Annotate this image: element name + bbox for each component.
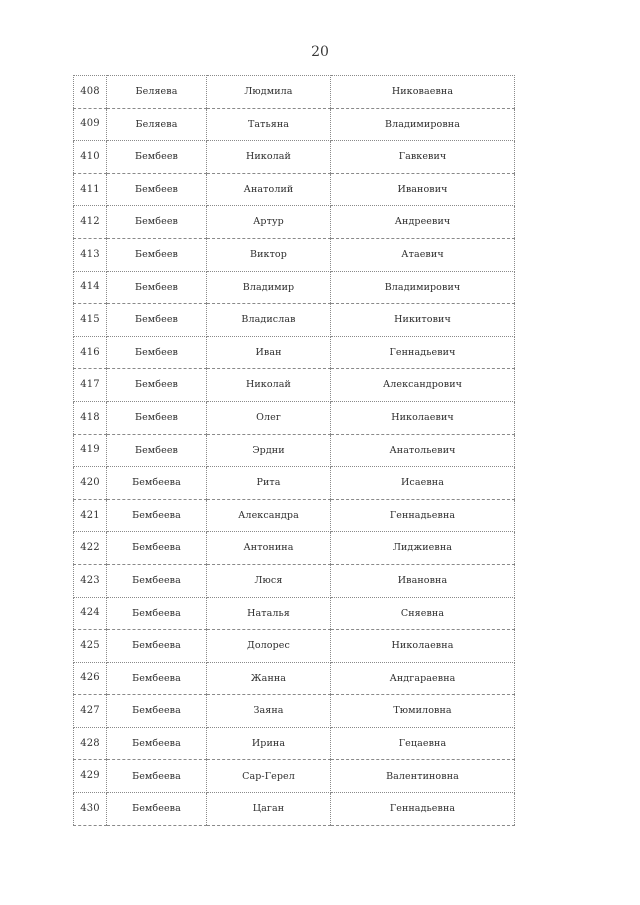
first-name-cell: Ирина <box>207 727 331 760</box>
patronymic-cell: Гавкевич <box>331 141 515 174</box>
first-name-cell: Иван <box>207 336 331 369</box>
patronymic-cell: Анатольевич <box>331 434 515 467</box>
row-number: 423 <box>74 564 107 597</box>
table-row <box>74 173 515 206</box>
row-number: 413 <box>74 238 107 271</box>
table-row <box>74 467 515 500</box>
table-row <box>74 76 515 109</box>
patronymic-cell: Никоваевна <box>331 76 515 109</box>
table-row <box>74 434 515 467</box>
surname-cell: Бембеева <box>107 597 207 630</box>
patronymic-cell: Александрович <box>331 369 515 402</box>
first-name-cell: Цаган <box>207 793 331 826</box>
surname-cell: Бембеева <box>107 467 207 500</box>
row-number: 417 <box>74 369 107 402</box>
row-number: 418 <box>74 401 107 434</box>
table-row <box>74 238 515 271</box>
surname-cell: Бембеева <box>107 564 207 597</box>
row-number: 412 <box>74 206 107 239</box>
table-row <box>74 141 515 174</box>
first-name-cell: Людмила <box>207 76 331 109</box>
table-row <box>74 760 515 793</box>
surname-cell: Бембеева <box>107 630 207 663</box>
first-name-cell: Эрдни <box>207 434 331 467</box>
patronymic-cell: Тюмиловна <box>331 695 515 728</box>
surname-cell: Бембеев <box>107 369 207 402</box>
table-row <box>74 401 515 434</box>
row-number: 410 <box>74 141 107 174</box>
surname-cell: Бембеев <box>107 401 207 434</box>
patronymic-cell: Геннадьевна <box>331 793 515 826</box>
patronymic-cell: Геннадьевич <box>331 336 515 369</box>
surname-cell: Бембеева <box>107 793 207 826</box>
first-name-cell: Александра <box>207 499 331 532</box>
patronymic-cell: Владимирович <box>331 271 515 304</box>
table-row <box>74 727 515 760</box>
patronymic-cell: Сняевна <box>331 597 515 630</box>
row-number: 414 <box>74 271 107 304</box>
patronymic-cell: Исаевна <box>331 467 515 500</box>
table-row <box>74 499 515 532</box>
patronymic-cell: Николаевич <box>331 401 515 434</box>
surname-cell: Бембеев <box>107 238 207 271</box>
surname-cell: Бембеев <box>107 271 207 304</box>
row-number: 427 <box>74 695 107 728</box>
patronymic-cell: Иванович <box>331 173 515 206</box>
first-name-cell: Владислав <box>207 304 331 337</box>
first-name-cell: Заяна <box>207 695 331 728</box>
first-name-cell: Татьяна <box>207 108 331 141</box>
table-row <box>74 793 515 826</box>
first-name-cell: Сар-Герел <box>207 760 331 793</box>
surname-cell: Беляева <box>107 108 207 141</box>
row-number: 416 <box>74 336 107 369</box>
row-number: 411 <box>74 173 107 206</box>
first-name-cell: Антонина <box>207 532 331 565</box>
surname-cell: Бембеева <box>107 532 207 565</box>
surname-cell: Бембеева <box>107 695 207 728</box>
patronymic-cell: Атаевич <box>331 238 515 271</box>
row-number: 419 <box>74 434 107 467</box>
surname-cell: Бембеева <box>107 727 207 760</box>
table-row <box>74 206 515 239</box>
first-name-cell: Жанна <box>207 662 331 695</box>
table-row <box>74 336 515 369</box>
first-name-cell: Артур <box>207 206 331 239</box>
row-number: 428 <box>74 727 107 760</box>
surname-cell: Бембеев <box>107 304 207 337</box>
first-name-cell: Анатолий <box>207 173 331 206</box>
row-number: 420 <box>74 467 107 500</box>
surname-cell: Бембеев <box>107 206 207 239</box>
first-name-cell: Долорес <box>207 630 331 663</box>
patronymic-cell: Никитович <box>331 304 515 337</box>
patronymic-cell: Николаевна <box>331 630 515 663</box>
surname-cell: Беляева <box>107 76 207 109</box>
row-number: 429 <box>74 760 107 793</box>
row-number: 415 <box>74 304 107 337</box>
table-row <box>74 532 515 565</box>
row-number: 421 <box>74 499 107 532</box>
first-name-cell: Николай <box>207 369 331 402</box>
registry-table-body <box>74 76 515 826</box>
row-number: 430 <box>74 793 107 826</box>
row-number: 424 <box>74 597 107 630</box>
first-name-cell: Олег <box>207 401 331 434</box>
surname-cell: Бембеева <box>107 662 207 695</box>
first-name-cell: Наталья <box>207 597 331 630</box>
patronymic-cell: Гецаевна <box>331 727 515 760</box>
first-name-cell: Рита <box>207 467 331 500</box>
row-number: 422 <box>74 532 107 565</box>
page-number: 20 <box>311 44 329 60</box>
table-row <box>74 564 515 597</box>
row-number: 426 <box>74 662 107 695</box>
table-row <box>74 108 515 141</box>
patronymic-cell: Андреевич <box>331 206 515 239</box>
table-row <box>74 597 515 630</box>
patronymic-cell: Ивановна <box>331 564 515 597</box>
patronymic-cell: Владимировна <box>331 108 515 141</box>
surname-cell: Бембеева <box>107 499 207 532</box>
table-row <box>74 369 515 402</box>
patronymic-cell: Валентиновна <box>331 760 515 793</box>
table-row <box>74 304 515 337</box>
first-name-cell: Виктор <box>207 238 331 271</box>
patronymic-cell: Лиджиевна <box>331 532 515 565</box>
surname-cell: Бембеев <box>107 336 207 369</box>
first-name-cell: Люся <box>207 564 331 597</box>
patronymic-cell: Геннадьевна <box>331 499 515 532</box>
surname-cell: Бембеев <box>107 141 207 174</box>
row-number: 425 <box>74 630 107 663</box>
registry-table <box>73 75 515 826</box>
table-row <box>74 271 515 304</box>
surname-cell: Бембеев <box>107 173 207 206</box>
row-number: 408 <box>74 76 107 109</box>
table-row <box>74 630 515 663</box>
first-name-cell: Владимир <box>207 271 331 304</box>
first-name-cell: Николай <box>207 141 331 174</box>
patronymic-cell: Андгараевна <box>331 662 515 695</box>
table-row <box>74 662 515 695</box>
row-number: 409 <box>74 108 107 141</box>
surname-cell: Бембеев <box>107 434 207 467</box>
surname-cell: Бембеева <box>107 760 207 793</box>
table-row <box>74 695 515 728</box>
